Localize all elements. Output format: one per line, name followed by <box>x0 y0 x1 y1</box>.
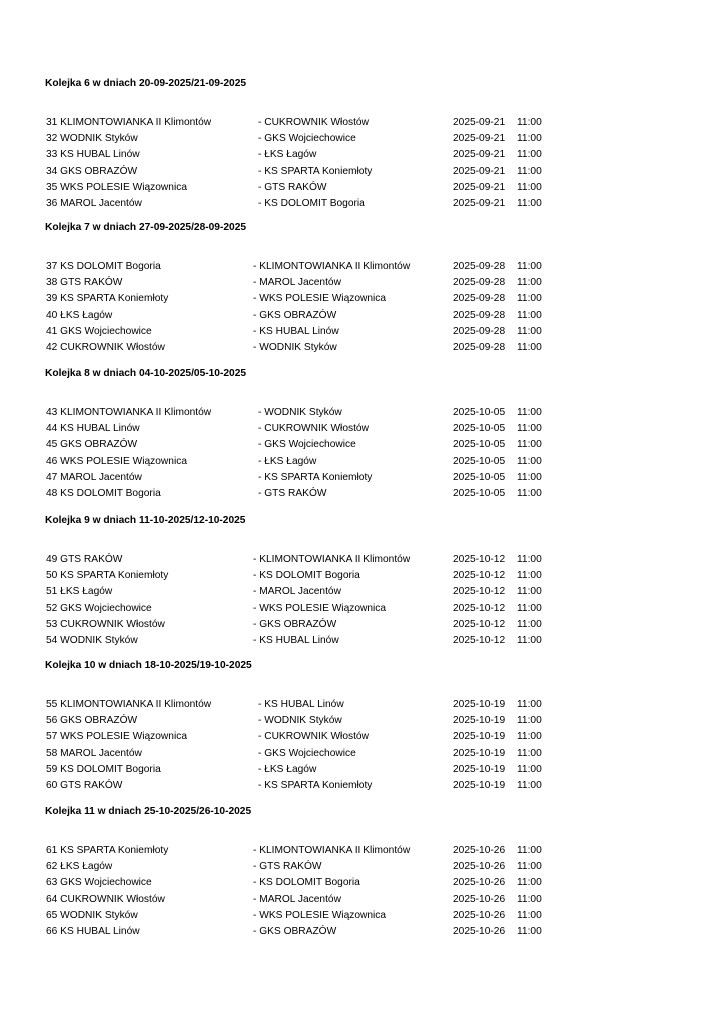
match-row <box>0 861 724 875</box>
match-time: 11:00 <box>517 845 542 856</box>
match-date: 2025-10-26 <box>453 893 506 905</box>
match-row <box>0 554 724 568</box>
home-team: 57 WKS POLESIE Wiązownica <box>46 731 187 743</box>
match-time: 11:00 <box>517 763 542 775</box>
away-team: - ŁKS Łagów <box>258 455 317 467</box>
match-date: 2025-09-21 <box>453 117 506 128</box>
match-date: 2025-10-12 <box>453 554 506 565</box>
away-team: - MAROL Jacentów <box>253 893 341 905</box>
match-time: 11:00 <box>517 570 542 582</box>
away-team: - KS HUBAL Linów <box>253 635 339 646</box>
home-team: 63 GKS Wojciechowice <box>46 877 152 889</box>
away-team: - GTS RAKÓW <box>253 861 322 873</box>
home-team: 46 WKS POLESIE Wiązownica <box>46 455 187 467</box>
away-team: - ŁKS Łagów <box>258 763 317 775</box>
home-team: 59 KS DOLOMIT Bogoria <box>46 763 161 775</box>
match-time: 11:00 <box>517 488 542 499</box>
away-team: - WODNIK Styków <box>253 342 337 353</box>
match-date: 2025-09-28 <box>453 277 506 289</box>
match-date: 2025-09-28 <box>453 309 506 321</box>
home-team: 31 KLIMONTOWIANKA II Klimontów <box>46 117 212 128</box>
match-time: 11:00 <box>517 926 542 937</box>
match-row <box>0 456 724 470</box>
home-team: 34 GKS OBRAZÓW <box>46 165 138 177</box>
away-team: - GKS Wojciechowice <box>258 747 356 759</box>
match-date: 2025-10-19 <box>453 699 506 710</box>
match-row <box>0 877 724 891</box>
away-team: - KLIMONTOWIANKA II Klimontów <box>253 554 411 565</box>
away-team: - WKS POLESIE Wiązownica <box>253 602 387 614</box>
home-team: 44 KS HUBAL Linów <box>46 423 140 435</box>
away-team: - KS DOLOMIT Bogoria <box>258 198 365 209</box>
match-time: 11:00 <box>517 181 542 193</box>
away-team: - CUKROWNIK Włostów <box>258 117 369 128</box>
home-team: 66 KS HUBAL Linów <box>46 926 140 937</box>
match-date: 2025-09-28 <box>453 261 506 272</box>
home-team: 65 WODNIK Styków <box>46 909 138 921</box>
home-team: 56 GKS OBRAZÓW <box>46 715 138 727</box>
away-team: - WODNIK Styków <box>258 407 342 418</box>
home-team: 61 KS SPARTA Koniemłoty <box>46 845 169 856</box>
match-date: 2025-09-28 <box>453 293 506 305</box>
match-time: 11:00 <box>517 117 542 128</box>
home-team: 42 CUKROWNIK Włostów <box>46 342 165 353</box>
match-row <box>0 423 724 437</box>
match-date: 2025-10-12 <box>453 570 506 582</box>
match-date: 2025-09-28 <box>453 342 506 353</box>
match-time: 11:00 <box>517 602 542 614</box>
home-team: 41 GKS Wojciechowice <box>46 325 152 337</box>
round-title: Kolejka 10 w dniach 18-10-2025/19-10-2025 <box>45 660 252 671</box>
match-row <box>0 603 724 617</box>
home-team: 55 KLIMONTOWIANKA II Klimontów <box>46 699 212 710</box>
match-row <box>0 293 724 307</box>
away-team: - WODNIK Styków <box>258 715 342 727</box>
match-row <box>0 699 724 713</box>
match-time: 11:00 <box>517 133 542 145</box>
match-row <box>0 570 724 584</box>
home-team: 52 GKS Wojciechowice <box>46 602 152 614</box>
home-team: 43 KLIMONTOWIANKA II Klimontów <box>46 407 212 418</box>
match-row <box>0 910 724 924</box>
match-row <box>0 310 724 324</box>
home-team: 48 KS DOLOMIT Bogoria <box>46 488 161 499</box>
match-date: 2025-10-05 <box>453 471 506 483</box>
match-date: 2025-09-21 <box>453 133 506 145</box>
away-team: - GKS OBRAZÓW <box>253 926 337 937</box>
match-row <box>0 439 724 453</box>
match-date: 2025-10-05 <box>453 439 506 451</box>
match-date: 2025-10-12 <box>453 635 506 646</box>
home-team: 38 GTS RAKÓW <box>46 277 123 289</box>
home-team: 33 KS HUBAL Linów <box>46 149 140 161</box>
match-row <box>0 635 724 649</box>
match-row <box>0 586 724 600</box>
match-time: 11:00 <box>517 586 542 598</box>
match-time: 11:00 <box>517 455 542 467</box>
match-date: 2025-10-19 <box>453 715 506 727</box>
match-date: 2025-10-05 <box>453 423 506 435</box>
match-row <box>0 472 724 486</box>
home-team: 64 CUKROWNIK Włostów <box>46 893 165 905</box>
match-time: 11:00 <box>517 699 542 710</box>
away-team: - KS SPARTA Koniemłoty <box>258 471 373 483</box>
match-date: 2025-10-12 <box>453 586 506 598</box>
match-date: 2025-10-05 <box>453 455 506 467</box>
home-team: 58 MAROL Jacentów <box>46 747 142 759</box>
match-row <box>0 342 724 356</box>
match-date: 2025-09-21 <box>453 149 506 161</box>
match-date: 2025-09-21 <box>453 165 506 177</box>
match-time: 11:00 <box>517 423 542 435</box>
match-date: 2025-10-12 <box>453 602 506 614</box>
match-time: 11:00 <box>517 198 542 209</box>
match-time: 11:00 <box>517 747 542 759</box>
round-title: Kolejka 8 w dniach 04-10-2025/05-10-2025 <box>45 368 247 379</box>
away-team: - CUKROWNIK Włostów <box>258 423 369 435</box>
home-team: 50 KS SPARTA Koniemłoty <box>46 570 169 582</box>
away-team: - GTS RAKÓW <box>258 181 327 193</box>
match-date: 2025-09-21 <box>453 181 506 193</box>
away-team: - KS DOLOMIT Bogoria <box>253 570 360 582</box>
home-team: 35 WKS POLESIE Wiązownica <box>46 181 187 193</box>
match-time: 11:00 <box>517 293 542 305</box>
away-team: - WKS POLESIE Wiązownica <box>253 293 387 305</box>
away-team: - MAROL Jacentów <box>253 586 341 598</box>
match-row <box>0 619 724 633</box>
match-date: 2025-10-19 <box>453 747 506 759</box>
match-row <box>0 488 724 502</box>
match-row <box>0 715 724 729</box>
round-title: Kolejka 7 w dniach 27-09-2025/28-09-2025 <box>45 222 247 233</box>
home-team: 36 MAROL Jacentów <box>46 198 142 209</box>
match-row <box>0 407 724 421</box>
match-time: 11:00 <box>517 325 542 337</box>
away-team: - GKS OBRAZÓW <box>253 618 337 630</box>
match-row <box>0 166 724 180</box>
match-time: 11:00 <box>517 618 542 630</box>
away-team: - KLIMONTOWIANKA II Klimontów <box>253 261 411 272</box>
match-time: 11:00 <box>517 909 542 921</box>
away-team: - KS DOLOMIT Bogoria <box>253 877 360 889</box>
match-time: 11:00 <box>517 309 542 321</box>
match-time: 11:00 <box>517 861 542 873</box>
match-date: 2025-09-28 <box>453 325 506 337</box>
away-team: - KS HUBAL Linów <box>253 325 339 337</box>
match-date: 2025-10-19 <box>453 780 506 791</box>
away-team: - WKS POLESIE Wiązownica <box>253 909 387 921</box>
home-team: 40 ŁKS Łagów <box>46 309 113 321</box>
home-team: 62 ŁKS Łagów <box>46 861 113 873</box>
match-row <box>0 748 724 762</box>
round-title: Kolejka 11 w dniach 25-10-2025/26-10-2025 <box>45 806 252 817</box>
away-team: - KS SPARTA Koniemłoty <box>258 165 373 177</box>
match-date: 2025-10-19 <box>453 731 506 743</box>
round-title: Kolejka 9 w dniach 11-10-2025/12-10-2025 <box>45 515 246 526</box>
match-row <box>0 780 724 794</box>
match-row <box>0 845 724 859</box>
match-time: 11:00 <box>517 439 542 451</box>
match-date: 2025-10-05 <box>453 488 506 499</box>
away-team: - ŁKS Łagów <box>258 149 317 161</box>
match-date: 2025-09-21 <box>453 198 506 209</box>
home-team: 45 GKS OBRAZÓW <box>46 439 138 451</box>
match-date: 2025-10-26 <box>453 845 506 856</box>
match-time: 11:00 <box>517 149 542 161</box>
match-time: 11:00 <box>517 893 542 905</box>
away-team: - GKS Wojciechowice <box>258 133 356 145</box>
home-team: 37 KS DOLOMIT Bogoria <box>46 261 161 272</box>
match-time: 11:00 <box>517 165 542 177</box>
away-team: - GKS Wojciechowice <box>258 439 356 451</box>
match-row <box>0 133 724 147</box>
match-time: 11:00 <box>517 342 542 353</box>
match-time: 11:00 <box>517 277 542 289</box>
home-team: 39 KS SPARTA Koniemłoty <box>46 293 169 305</box>
match-date: 2025-10-12 <box>453 618 506 630</box>
home-team: 32 WODNIK Styków <box>46 133 138 145</box>
away-team: - MAROL Jacentów <box>253 277 341 289</box>
match-time: 11:00 <box>517 731 542 743</box>
home-team: 51 ŁKS Łagów <box>46 586 113 598</box>
match-date: 2025-10-26 <box>453 877 506 889</box>
match-row <box>0 326 724 340</box>
match-row <box>0 894 724 908</box>
away-team: - KS HUBAL Linów <box>258 699 344 710</box>
away-team: - GKS OBRAZÓW <box>253 309 337 321</box>
match-row <box>0 182 724 196</box>
away-team: - GTS RAKÓW <box>258 488 327 499</box>
match-row <box>0 198 724 212</box>
match-time: 11:00 <box>517 261 542 272</box>
match-row <box>0 261 724 275</box>
home-team: 49 GTS RAKÓW <box>46 554 123 565</box>
match-row <box>0 117 724 131</box>
home-team: 53 CUKROWNIK Włostów <box>46 618 165 630</box>
match-date: 2025-10-26 <box>453 926 506 937</box>
match-date: 2025-10-26 <box>453 909 506 921</box>
away-team: - CUKROWNIK Włostów <box>258 731 369 743</box>
match-time: 11:00 <box>517 715 542 727</box>
match-row <box>0 764 724 778</box>
home-team: 60 GTS RAKÓW <box>46 780 123 791</box>
match-time: 11:00 <box>517 877 542 889</box>
match-row <box>0 926 724 940</box>
match-time: 11:00 <box>517 407 542 418</box>
home-team: 54 WODNIK Styków <box>46 635 138 646</box>
match-time: 11:00 <box>517 554 542 565</box>
home-team: 47 MAROL Jacentów <box>46 471 142 483</box>
match-date: 2025-10-26 <box>453 861 506 873</box>
match-time: 11:00 <box>517 635 542 646</box>
match-row <box>0 277 724 291</box>
away-team: - KS SPARTA Koniemłoty <box>258 780 373 791</box>
match-date: 2025-10-19 <box>453 763 506 775</box>
match-time: 11:00 <box>517 780 542 791</box>
match-date: 2025-10-05 <box>453 407 506 418</box>
match-row <box>0 149 724 163</box>
away-team: - KLIMONTOWIANKA II Klimontów <box>253 845 411 856</box>
match-row <box>0 731 724 745</box>
match-time: 11:00 <box>517 471 542 483</box>
round-title: Kolejka 6 w dniach 20-09-2025/21-09-2025 <box>45 78 247 89</box>
